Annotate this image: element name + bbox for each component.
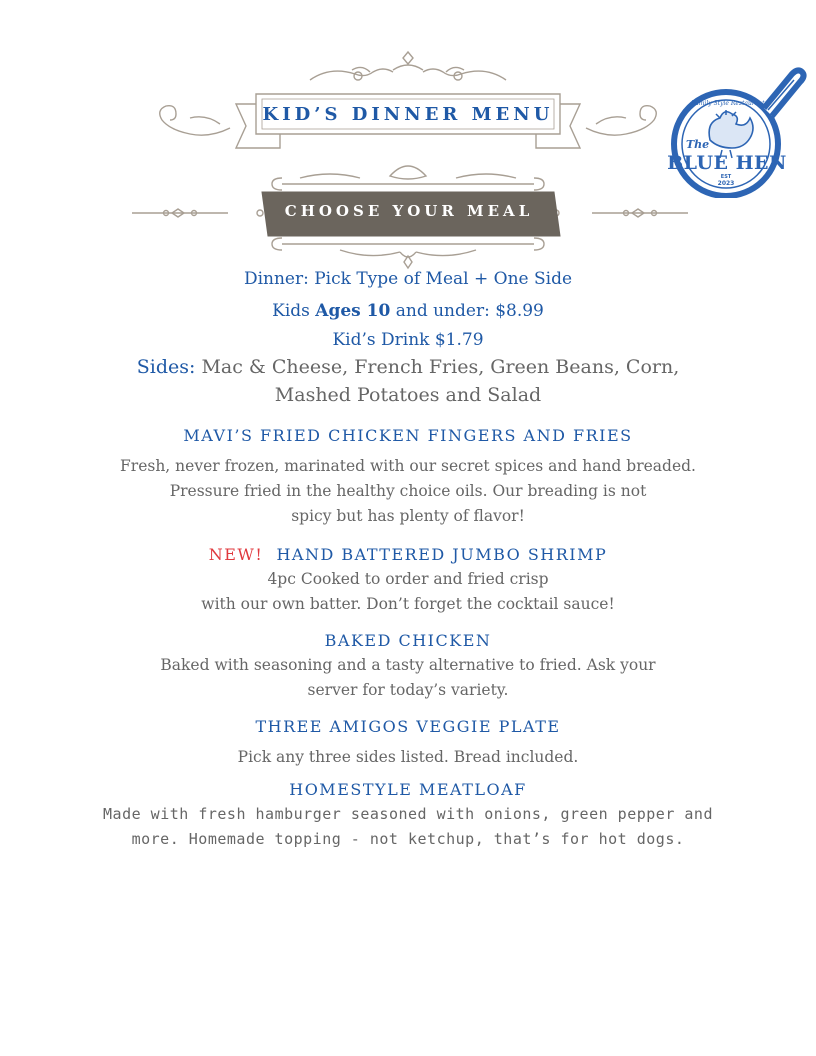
kids-suffix: and under: $8.99 (390, 301, 544, 321)
kids-prefix: Kids (272, 301, 316, 321)
item-title-veggie-plate: THREE AMIGOS VEGGIE PLATE (255, 717, 561, 736)
item-title-meatloaf: HOMESTYLE MEATLOAF (289, 780, 527, 799)
item-desc-line: 4pc Cooked to order and fried crisp (267, 570, 549, 588)
kids-ages: Ages 10 (315, 301, 391, 321)
item-desc-line: Pick any three sides listed. Bread included. (237, 748, 579, 766)
item-desc-line: spicy but has plenty of flavor! (291, 507, 525, 525)
new-badge: NEW! (208, 545, 264, 564)
choose-meal-banner: CHOOSE YOUR MEAL (284, 202, 534, 220)
item-title-chicken-fingers: MAVI’S FRIED CHICKEN FINGERS AND FRIES (183, 426, 633, 445)
logo-name: BLUE HEN (667, 152, 787, 174)
dinner-info: Dinner: Pick Type of Meal + One Side (243, 269, 573, 289)
item-desc-line: Pressure fried in the healthy choice oils. Our breading is not (169, 482, 647, 500)
item-desc-line: with our own batter. Don’t forget the cocktail sauce! (201, 595, 615, 613)
drink-price: Kid’s Drink $1.79 (332, 330, 484, 350)
sides-line-1 (0, 353, 816, 381)
item-desc-line: Fresh, never frozen, marinated with our secret spices and hand breaded. (120, 457, 696, 475)
shrimp-title: HAND BATTERED JUMBO SHRIMP (263, 545, 608, 564)
logo-year: 2023 (717, 180, 735, 187)
item-desc-line: Made with fresh hamburger seasoned with onions, green pepper and (103, 805, 713, 823)
item-desc-line: Baked with seasoning and a tasty alternative to fried. Ask your (160, 656, 656, 674)
item-desc-line: server for today’s variety. (307, 681, 509, 699)
logo-est: EST (720, 174, 732, 180)
logo-tagline: Family Style Restaurant (691, 100, 765, 107)
blue-hen-logo (656, 62, 808, 198)
kids-price (0, 300, 816, 322)
sides-list: Mac & Cheese, French Fries, Green Beans, Corn, (195, 356, 680, 378)
menu-title: KID’S DINNER MENU (262, 103, 554, 125)
sides-line-2: Mashed Potatoes and Salad (274, 384, 542, 406)
sides-label: Sides: (136, 356, 196, 378)
item-title-baked-chicken: BAKED CHICKEN (324, 631, 492, 650)
logo-the: The (686, 138, 710, 151)
item-title-shrimp (0, 544, 816, 566)
item-desc-line: more. Homemade topping - not ketchup, that’s for hot dogs. (131, 830, 685, 848)
